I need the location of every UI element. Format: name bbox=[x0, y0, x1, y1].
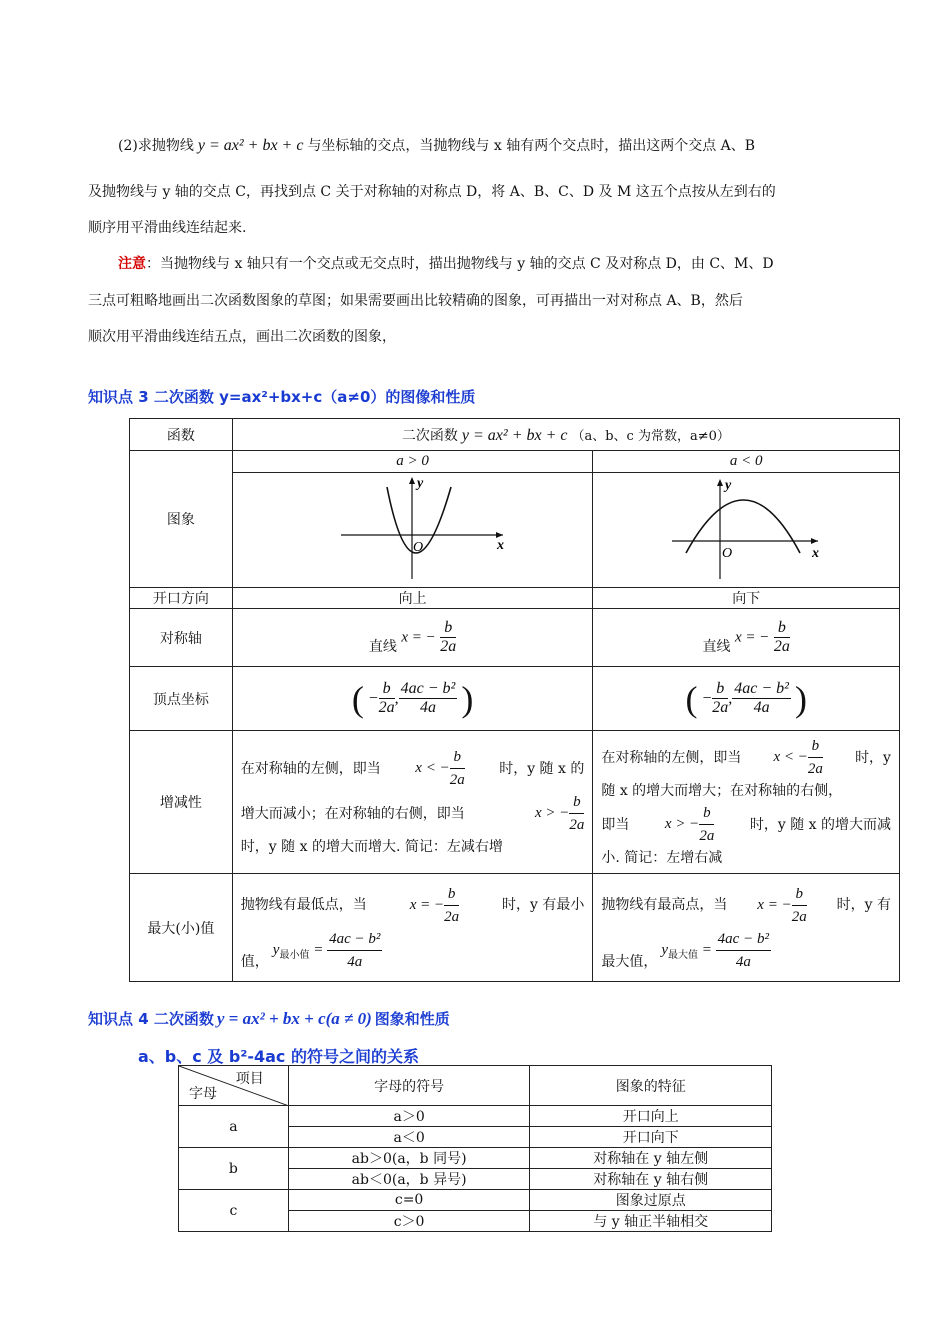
mono-neg-4: 即当 bbox=[601, 816, 630, 833]
mono-neg-3: 随 x 的增大而增大；在对称轴的右侧， bbox=[601, 783, 843, 799]
y-sub: 最大值 bbox=[668, 949, 699, 961]
open-down: 向下 bbox=[593, 588, 900, 609]
func-post: （a、b、c 为常数，a≠0） bbox=[571, 428, 730, 444]
frac-b-2a bbox=[444, 883, 459, 928]
den: 2a bbox=[440, 638, 457, 655]
y-sym: y bbox=[272, 941, 280, 958]
note-text-1: ：当抛物线与 x 轴只有一个交点或无交点时，描出抛物线与 y 轴的交点 C 及对称点 D，由 C、M、D bbox=[146, 256, 774, 272]
row-graph-label: 图象 bbox=[130, 451, 233, 588]
func-pre: 二次函数 bbox=[401, 427, 458, 444]
sym-text: 直线 bbox=[368, 639, 397, 655]
y-label: y bbox=[416, 476, 423, 491]
s4-heading-formula: y = ax² + bx + c(a ≠ 0) bbox=[216, 1009, 372, 1028]
y-arrow bbox=[717, 479, 723, 486]
func-formula: y = ax² + bx + c bbox=[461, 426, 568, 444]
sym-formula: x = − bbox=[401, 629, 436, 646]
frac-b-2a bbox=[450, 746, 465, 791]
sign-cell: a＜0 bbox=[288, 1127, 530, 1148]
parabola-down-graph bbox=[666, 473, 826, 583]
frac-vertex-y bbox=[732, 680, 791, 717]
parabola-down-curve bbox=[686, 500, 800, 553]
num: b bbox=[699, 802, 714, 825]
num: b bbox=[440, 619, 456, 638]
sym-text: 直线 bbox=[702, 639, 731, 655]
header-item: 项目 bbox=[235, 1071, 264, 1087]
num: 4ac − b² bbox=[716, 928, 771, 951]
note-label: 注意 bbox=[118, 256, 146, 272]
sym-formula: x = − bbox=[734, 629, 770, 646]
den: 2a bbox=[699, 828, 715, 844]
row-sym-label: 对称轴 bbox=[130, 609, 233, 667]
mono-pos bbox=[232, 731, 593, 874]
open-up: 向上 bbox=[232, 588, 593, 609]
gt-sign: x > − bbox=[664, 815, 700, 832]
intro-line-1 bbox=[118, 136, 755, 156]
parabola-up-graph bbox=[313, 473, 513, 583]
letter-b: b bbox=[179, 1148, 289, 1190]
x-label: x bbox=[496, 538, 504, 553]
s4-heading-pre: 知识点 4 二次函数 bbox=[88, 1010, 214, 1028]
row-func-content bbox=[232, 419, 899, 451]
sign-cell: a＞0 bbox=[288, 1106, 530, 1127]
ext-pos-1: 抛物线有最低点，当 bbox=[240, 897, 367, 913]
num: b bbox=[774, 619, 790, 638]
intro-line1-pre: (2)求抛物线 bbox=[118, 138, 194, 154]
ext-neg-2: 时，y 有 bbox=[836, 897, 891, 913]
y-sym: y bbox=[661, 941, 669, 958]
num: b bbox=[712, 680, 728, 699]
feature-cell: 开口向下 bbox=[530, 1127, 772, 1148]
eq-sign: = bbox=[701, 941, 712, 958]
den: 2a bbox=[449, 772, 465, 788]
vertex-neg: ( − $\frac{b}{2a}$ , $\frac{\text{4ac − b²}}{4a}$ ) bbox=[593, 667, 900, 731]
header-feature: 图象的特征 bbox=[530, 1066, 772, 1106]
x-arrow bbox=[811, 538, 818, 544]
row-mono-label: 增减性 bbox=[130, 731, 233, 874]
origin-label: O bbox=[412, 540, 423, 555]
den: 4a bbox=[735, 953, 751, 970]
den: 2a bbox=[712, 699, 729, 716]
row-vertex-label: 顶点坐标 bbox=[130, 667, 233, 731]
frac-b-2a bbox=[808, 735, 823, 780]
section3-heading: 知识点 3 二次函数 y=ax²+bx+c（a≠0）的图像和性质 bbox=[88, 388, 476, 406]
eq-sign: = bbox=[313, 941, 324, 958]
den: 4a bbox=[347, 953, 363, 970]
y-sub: 最小值 bbox=[279, 949, 310, 961]
frac-b-2a bbox=[379, 680, 395, 717]
frac-extreme bbox=[327, 928, 382, 973]
sign-cell: c=0 bbox=[288, 1190, 530, 1211]
frac-b-2a bbox=[569, 791, 584, 836]
num: 4ac − b² bbox=[734, 680, 789, 697]
mono-neg-5: 时，y 随 x 的增大而减 bbox=[749, 816, 891, 833]
den: 2a bbox=[444, 908, 460, 925]
feature-cell: 与 y 轴正半轴相交 bbox=[530, 1211, 772, 1232]
origin-label: O bbox=[722, 546, 733, 561]
num: 4ac − b² bbox=[400, 680, 456, 697]
sym-pos bbox=[232, 609, 593, 667]
feature-cell: 开口向上 bbox=[530, 1106, 772, 1127]
y-label: y bbox=[725, 478, 732, 493]
ext-pos-2: 时，y 有最小 bbox=[502, 897, 585, 913]
section4-heading bbox=[88, 1008, 450, 1029]
letter-c: c bbox=[179, 1190, 289, 1232]
frac-b-2a bbox=[699, 802, 714, 847]
gt-sign: x > − bbox=[534, 804, 570, 821]
x-label: x bbox=[812, 546, 820, 561]
sign-cell: c＞0 bbox=[288, 1211, 530, 1232]
y-arrow bbox=[409, 477, 415, 484]
mono-neg-2: 时，y bbox=[855, 749, 891, 766]
graph-down-cell bbox=[593, 473, 900, 588]
feature-cell: 对称轴在 y 轴右侧 bbox=[530, 1169, 772, 1190]
row-func-label: 函数 bbox=[130, 419, 233, 451]
mono-neg-6: 小. 简记：左增右减 bbox=[601, 850, 723, 866]
num: b bbox=[444, 883, 459, 906]
vertex-pos: ( − $\frac{b}{2a}$ , $\frac{\text{4ac − b²}}{4a}$ ) bbox=[232, 667, 593, 731]
mono-neg-1: 在对称轴的左侧，即当 bbox=[601, 749, 742, 766]
graph-up-cell bbox=[232, 473, 593, 588]
x-eq: x = − bbox=[757, 896, 792, 913]
frac-b-2a bbox=[440, 619, 456, 656]
a-pos-header: a > 0 bbox=[232, 451, 593, 473]
ext-pos-3: 值， bbox=[240, 953, 269, 970]
sign-table bbox=[178, 1065, 772, 1232]
mono-pos-2: 时，y 随 x 的 bbox=[499, 760, 585, 777]
lt-sign: x < − bbox=[415, 759, 450, 776]
section4-subheading: a、b、c 及 b²-4ac 的符号之间的关系 bbox=[138, 1047, 419, 1066]
frac-vertex-y bbox=[399, 680, 458, 717]
den: 2a bbox=[569, 817, 585, 833]
mono-pos-4: 时，y 随 x 的增大而增大. 简记：左减右增 bbox=[240, 839, 503, 855]
num: b bbox=[792, 883, 807, 906]
num: b bbox=[379, 680, 395, 699]
frac-b-2a bbox=[712, 680, 728, 717]
sign-cell: ab＜0(a，b 异号) bbox=[288, 1169, 530, 1190]
note-line-2: 三点可粗略地画出二次函数图象的草图；如果需要画出比较精确的图象，可再描出一对对称点 A、B，然后 bbox=[88, 293, 743, 309]
header-diag-cell bbox=[179, 1066, 289, 1106]
letter-a: a bbox=[179, 1106, 289, 1148]
header-sign: 字母的符号 bbox=[288, 1066, 530, 1106]
row-ext-label: 最大(小)值 bbox=[130, 874, 233, 982]
lt-sign: x < − bbox=[773, 748, 808, 765]
a-neg-header: a < 0 bbox=[593, 451, 900, 473]
ext-neg bbox=[593, 874, 900, 982]
row-open-label: 开口方向 bbox=[130, 588, 233, 609]
feature-cell: 图象过原点 bbox=[530, 1190, 772, 1211]
frac-b-2a bbox=[774, 619, 790, 656]
ext-neg-1: 抛物线有最高点，当 bbox=[601, 897, 728, 913]
sym-neg bbox=[593, 609, 900, 667]
s4-heading-post: 图象和性质 bbox=[374, 1010, 450, 1028]
den: 2a bbox=[773, 638, 790, 655]
num: 4ac − b² bbox=[327, 928, 382, 951]
num: b bbox=[450, 746, 465, 769]
mono-neg bbox=[593, 731, 900, 874]
properties-table bbox=[129, 418, 900, 982]
mono-pos-1: 在对称轴的左侧，即当 bbox=[240, 760, 381, 777]
num: b bbox=[808, 735, 823, 758]
note-line-3: 顺次用平滑曲线连结五点，画出二次函数的图象， bbox=[88, 329, 396, 345]
den: 4a bbox=[419, 699, 436, 716]
frac-b-2a bbox=[792, 883, 807, 928]
frac-extreme bbox=[716, 928, 771, 973]
intro-formula: y = ax² + bx + c bbox=[197, 137, 304, 154]
intro-line-2: 及抛物线与 y 轴的交点 C，再找到点 C 关于对称轴的对称点 D，将 A、B、C、D 及 M 这五个点按从左到右的 bbox=[88, 184, 776, 200]
ext-pos bbox=[232, 874, 593, 982]
den: 2a bbox=[807, 761, 823, 777]
num: b bbox=[569, 791, 584, 814]
den: 2a bbox=[378, 699, 395, 716]
sign-cell: ab＞0(a，b 同号) bbox=[288, 1148, 530, 1169]
intro-line-3: 顺序用平滑曲线连结起来. bbox=[88, 220, 247, 236]
mono-pos-3: 增大而减小；在对称轴的右侧，即当 bbox=[240, 805, 465, 822]
feature-cell: 对称轴在 y 轴左侧 bbox=[530, 1148, 772, 1169]
x-eq: x = − bbox=[409, 896, 445, 913]
intro-line1-post: 与坐标轴的交点，当抛物线与 x 轴有两个交点时，描出这两个交点 A、B bbox=[307, 138, 756, 154]
den: 2a bbox=[791, 908, 807, 925]
ext-neg-3: 最大值， bbox=[601, 953, 658, 970]
header-letter: 字母 bbox=[189, 1086, 217, 1102]
note-line-1 bbox=[118, 254, 774, 274]
den: 4a bbox=[753, 699, 770, 716]
